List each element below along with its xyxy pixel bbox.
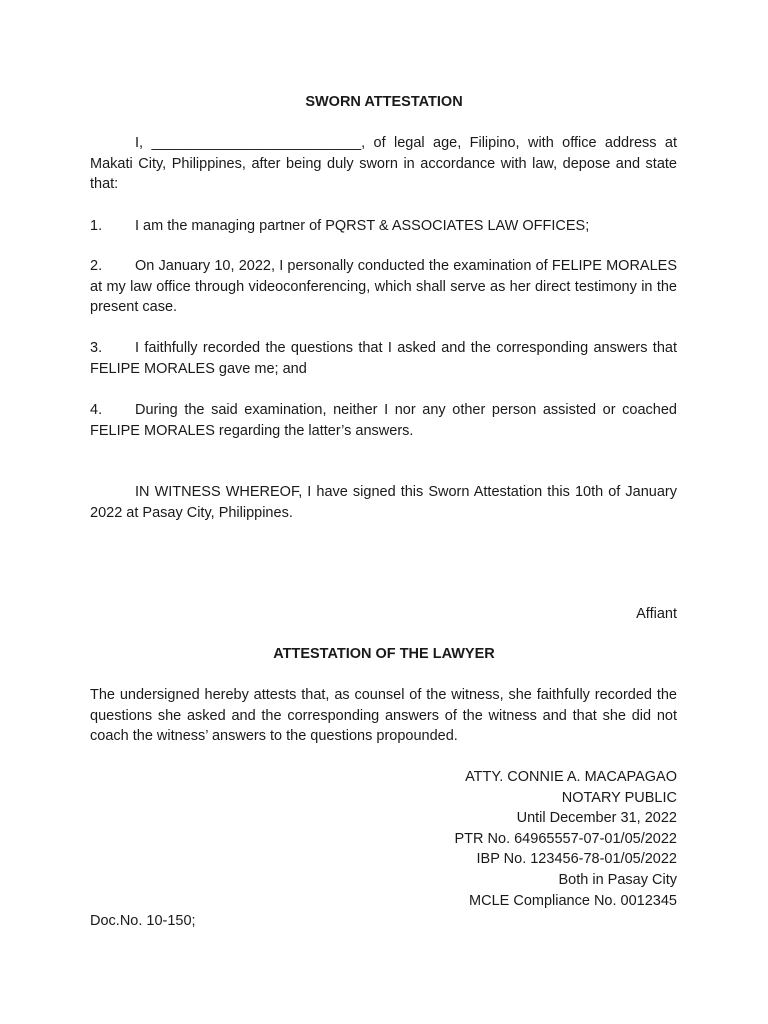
item-text: I am the managing partner of PQRST & ASSOCIATES LAW OFFICES; bbox=[135, 218, 590, 234]
notary-ibp: IBP No. 123456-78-01/05/2022 bbox=[476, 851, 677, 868]
item-text: During the said examination, neither I nor any other person assisted or coached FELIPE MORALES regarding the latter’s answers. bbox=[90, 402, 677, 439]
notary-signature-block bbox=[90, 767, 677, 911]
item-number: 4. bbox=[90, 402, 103, 418]
list-item bbox=[90, 256, 677, 318]
item-number: 1. bbox=[90, 218, 103, 234]
lawyer-attestation-title: ATTESTATION OF THE LAWYER bbox=[273, 646, 495, 662]
notary-mcle: MCLE Compliance No. 0012345 bbox=[469, 892, 677, 909]
notary-location: Both in Pasay City bbox=[558, 871, 677, 888]
list-item bbox=[90, 338, 677, 379]
notary-title: NOTARY PUBLIC bbox=[561, 789, 677, 806]
item-text: I faithfully recorded the questions that I asked and the corresponding answers that FELIPE MORALES gave me; and bbox=[90, 340, 677, 377]
item-text: On January 10, 2022, I personally conducted the examination of FELIPE MORALES at my law office through videoconferencing, which shall serve as her direct testimony in the present case. bbox=[90, 258, 677, 316]
doc-number: Doc.No. 10-150; bbox=[90, 913, 196, 929]
affiant-label: Affiant bbox=[636, 606, 677, 622]
document-title: SWORN ATTESTATION bbox=[305, 94, 463, 110]
intro-paragraph: I, __________________________, of legal age, Filipino, with office address at Makati City, Philippines, after being duly sworn in accordance with law, depose and state that: bbox=[90, 135, 677, 193]
lawyer-attestation-paragraph: The undersigned hereby attests that, as counsel of the witness, she faithfully recorded the questions she asked and the corresponding answers of the witness and that she did not coach the witness’ answers to the questions propounded. bbox=[90, 687, 677, 745]
list-item bbox=[90, 216, 677, 237]
item-number: 2. bbox=[90, 258, 103, 274]
notary-ptr: PTR No. 64965557-07-01/05/2022 bbox=[454, 830, 677, 847]
list-item bbox=[90, 400, 677, 441]
witness-paragraph: IN WITNESS WHEREOF, I have signed this Sworn Attestation this 10th of January 2022 at Pasay City, Philippines. bbox=[90, 484, 677, 521]
notary-name: ATTY. CONNIE A. MACAPAGAO bbox=[465, 769, 677, 785]
item-number: 3. bbox=[90, 340, 103, 356]
notary-commission: Until December 31, 2022 bbox=[516, 810, 677, 827]
